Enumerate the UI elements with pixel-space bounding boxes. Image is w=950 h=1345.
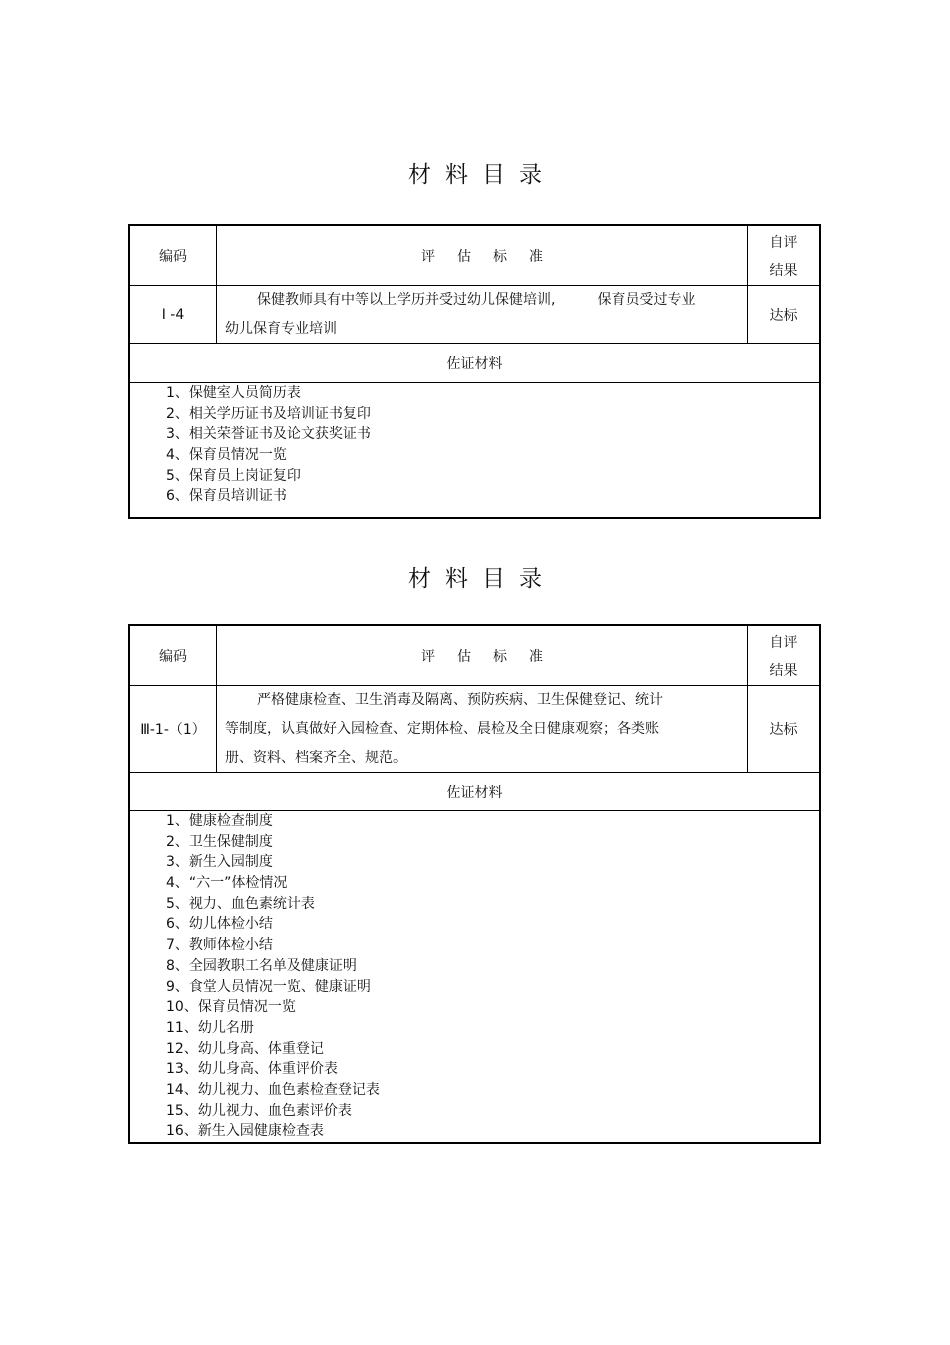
evidence-title: 佐证材料	[446, 356, 503, 372]
evidence-list-container	[130, 811, 819, 1142]
list-item: 6、保育员培训证书	[166, 488, 287, 505]
list-item: 2、卫生保健制度	[166, 833, 273, 850]
evidence-header-row	[130, 773, 819, 811]
list-item: 15、幼儿视力、血色素评价表	[166, 1102, 352, 1119]
list-item: 1、健康检查制度	[166, 813, 273, 829]
list-item: 13、幼儿身高、体重评价表	[166, 1061, 338, 1078]
section-2-title: 材料目录	[408, 566, 556, 592]
list-item: 6、幼儿体检小结	[166, 916, 273, 933]
standard-line-1: 保健教师具有中等以上学历并受过幼儿保健培训, 保育员受过专业	[257, 291, 696, 308]
section-1-title: 材料目录	[408, 162, 556, 188]
list-item: 16、新生入园健康检查表	[166, 1123, 324, 1140]
list-item: 1、保健室人员简历表	[166, 385, 301, 401]
row-standard	[217, 686, 748, 772]
list-item: 5、保育员上岗证复印	[166, 467, 301, 484]
list-item: 8、全园教职工名单及健康证明	[166, 957, 357, 974]
evidence-list	[130, 811, 819, 1142]
list-item: 4、“六一”体检情况	[166, 875, 288, 892]
table-header-row	[130, 226, 819, 286]
header-self-eval: 自评结果	[769, 634, 798, 679]
list-item: 7、教师体检小结	[166, 937, 273, 954]
row-result: 达标	[769, 722, 798, 738]
list-item: 14、幼儿视力、血色素检查登记表	[166, 1081, 380, 1098]
list-item: 2、相关学历证书及培训证书复印	[166, 405, 371, 422]
standard-line-2: 等制度，认真做好入园检查、定期体检、晨检及全日健康观察；各类账	[225, 720, 659, 737]
table-header-row	[130, 626, 819, 686]
row-standard	[217, 286, 748, 343]
list-item: 4、保育员情况一览	[166, 447, 287, 464]
evidence-title: 佐证材料	[446, 784, 503, 801]
standard-line-3: 册、资料、档案齐全、规范。	[225, 749, 407, 766]
evidence-header-row	[130, 344, 819, 383]
evidence-list	[130, 383, 819, 507]
standard-line-1: 严格健康检查、卫生消毒及隔离、预防疾病、卫生保健登记、统计	[257, 691, 663, 708]
header-standard: 评估标准	[217, 626, 748, 685]
header-standard: 评估标准	[217, 226, 748, 285]
list-item: 5、视力、血色素统计表	[166, 895, 315, 912]
list-item: 12、幼儿身高、体重登记	[166, 1040, 324, 1057]
header-self-eval: 自评结果	[769, 234, 798, 279]
section-1-table	[128, 224, 821, 519]
row-result: 达标	[769, 307, 798, 324]
table-row	[130, 686, 819, 773]
evidence-list-container	[130, 383, 819, 517]
list-item: 11、幼儿名册	[166, 1019, 254, 1036]
row-code: Ⅰ -4	[130, 286, 217, 343]
table-row	[130, 286, 819, 344]
row-code: Ⅲ-1-（1）	[130, 686, 217, 772]
header-code: 编码	[130, 626, 217, 685]
list-item: 3、相关荣誉证书及论文获奖证书	[166, 426, 371, 443]
header-code: 编码	[130, 226, 217, 285]
list-item: 3、新生入园制度	[166, 854, 273, 871]
standard-line-2: 幼儿保育专业培训	[225, 320, 337, 337]
section-2-table	[128, 624, 821, 1144]
list-item: 9、食堂人员情况一览、健康证明	[166, 978, 371, 995]
list-item: 10、保育员情况一览	[166, 999, 296, 1016]
